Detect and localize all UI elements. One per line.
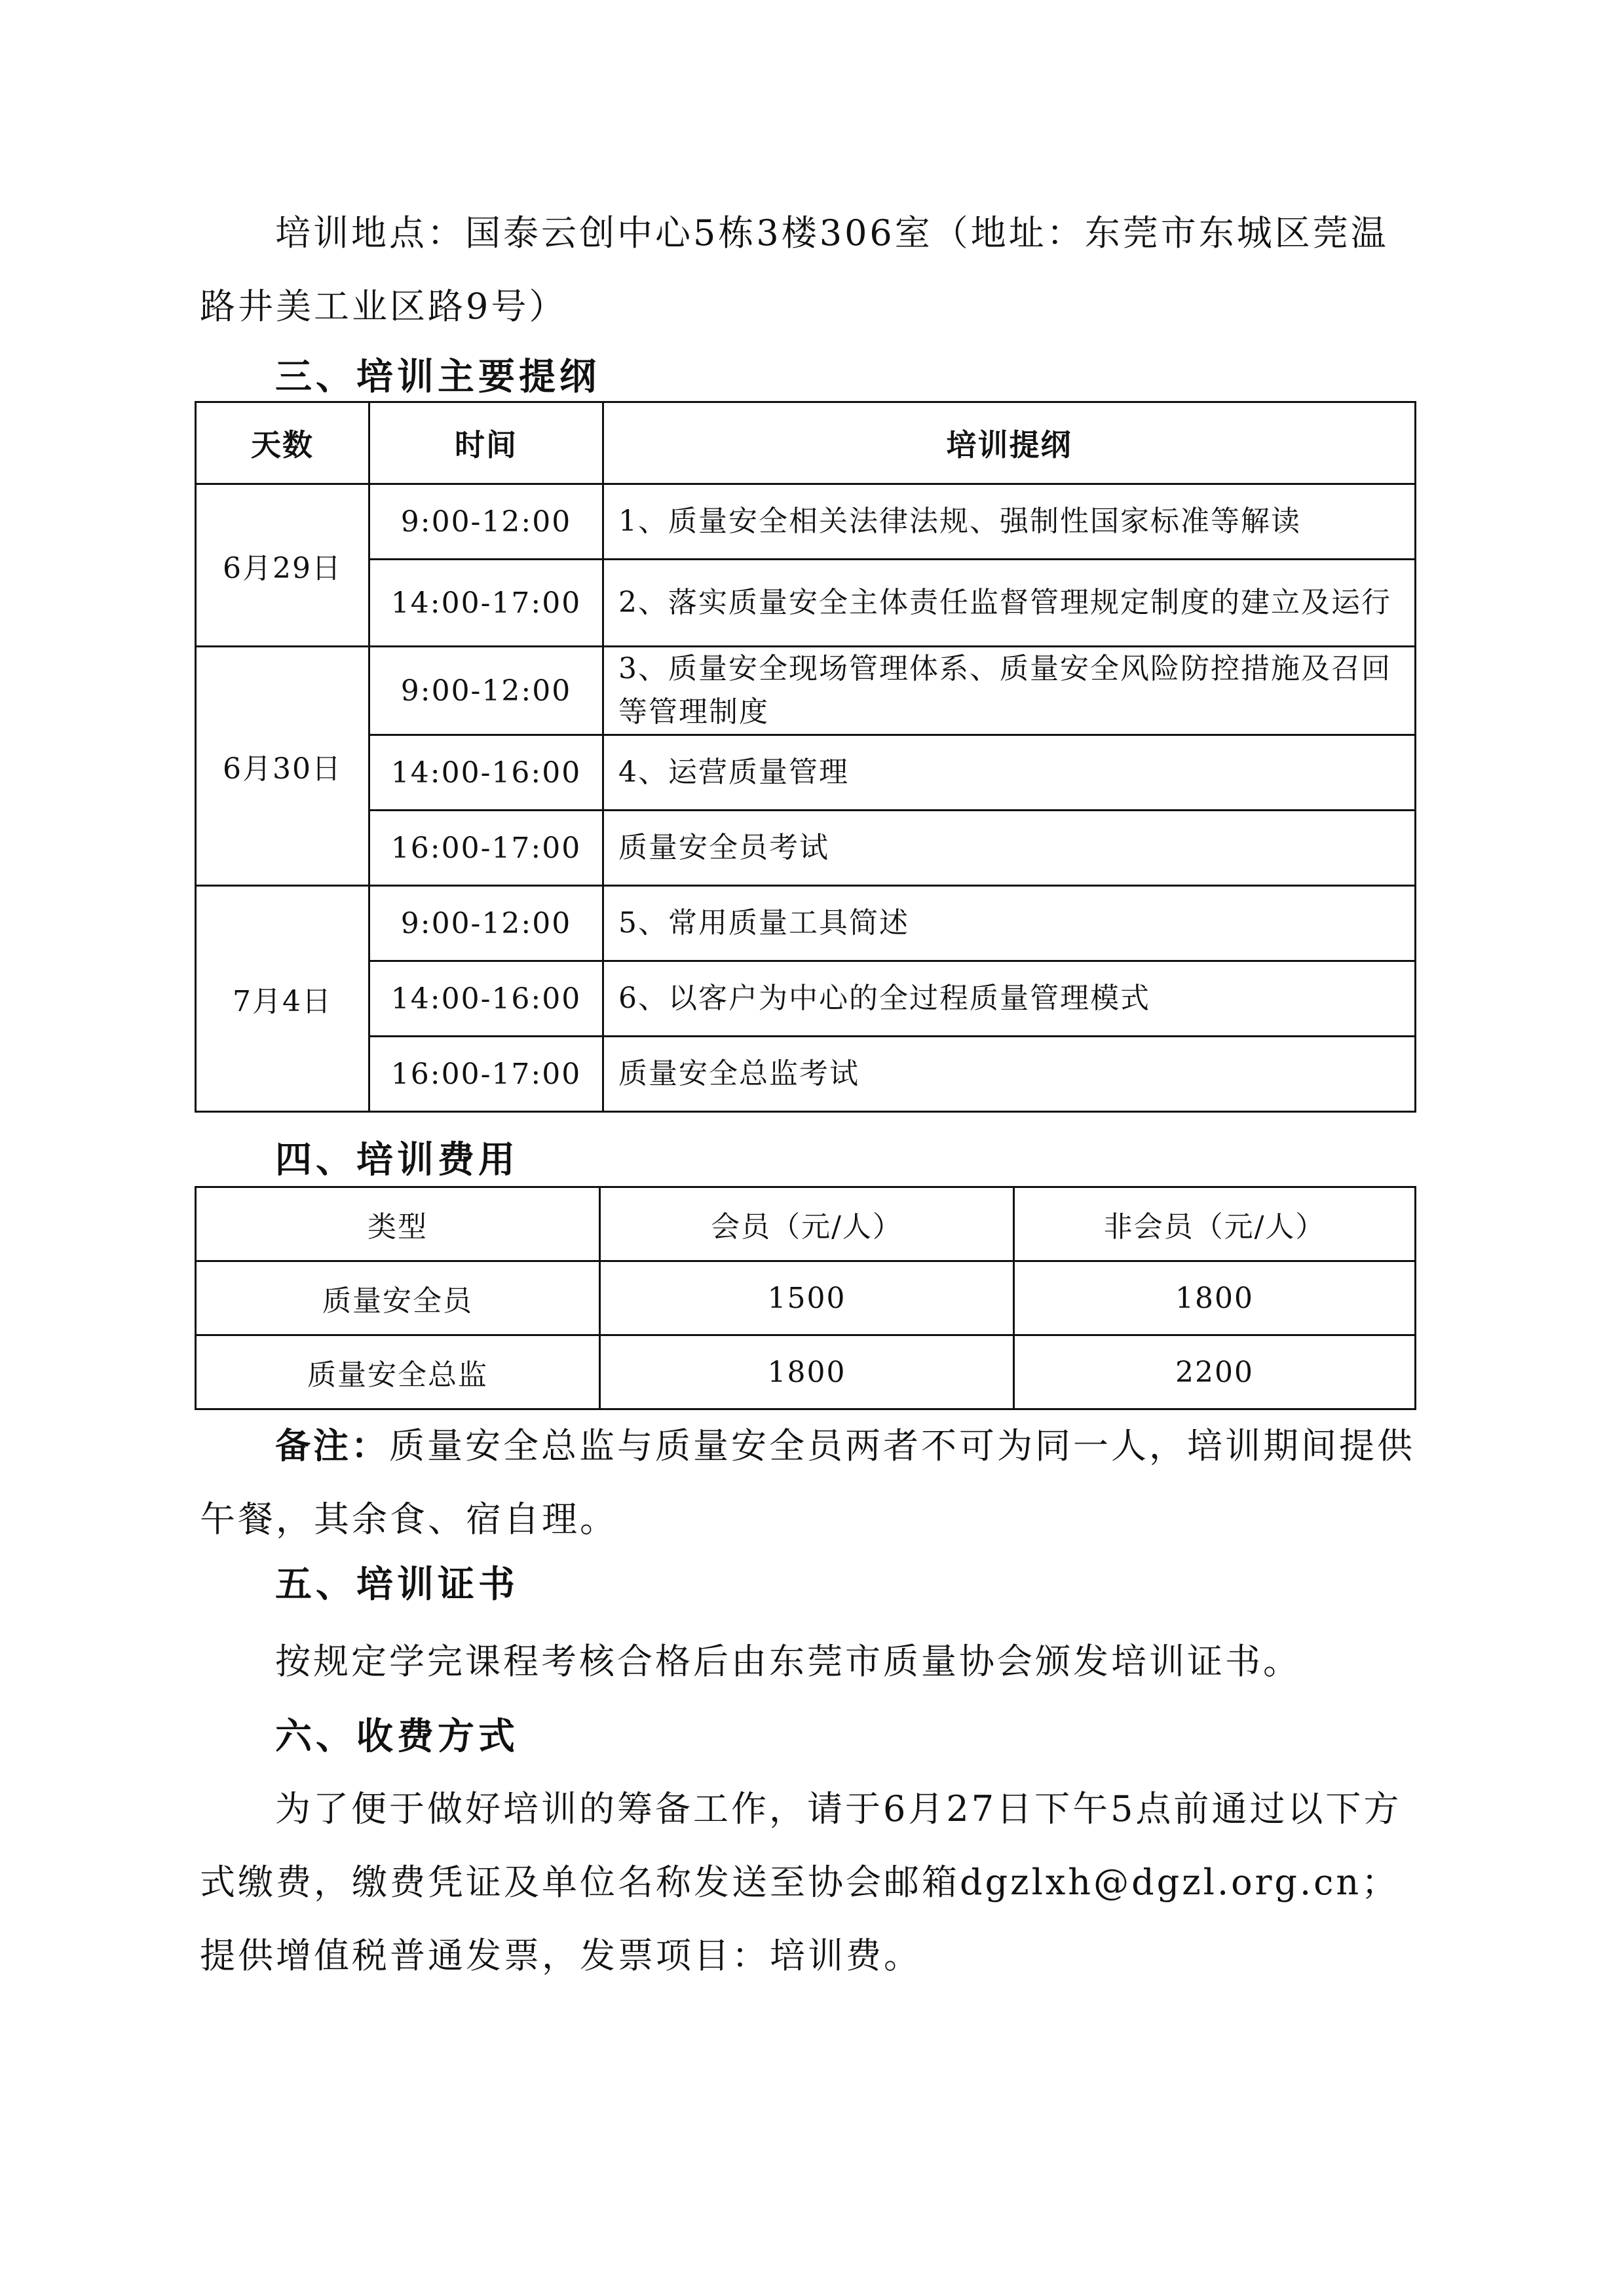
time-cell: 14:00-16:00	[369, 735, 603, 811]
nonmember-fee-cell: 1800	[1014, 1261, 1416, 1335]
topic-cell: 质量安全员考试	[603, 811, 1416, 886]
certificate-paragraph: 按规定学完课程考核合格后由东莞市质量协会颁发培训证书。	[275, 1641, 1301, 1682]
day-cell: 6月30日	[196, 647, 369, 886]
table-row	[196, 961, 1416, 1037]
time-cell: 16:00-17:00	[369, 811, 603, 886]
header-day: 天数	[196, 402, 369, 484]
table-row	[196, 1261, 1416, 1335]
nonmember-fee-cell: 2200	[1014, 1335, 1416, 1409]
section-3-heading: 三、培训主要提纲	[275, 355, 600, 398]
section-6-heading: 六、收费方式	[275, 1715, 519, 1758]
table-row	[196, 1037, 1416, 1112]
header-nonmember: 非会员（元/人）	[1014, 1187, 1416, 1261]
note-paragraph	[200, 1409, 1418, 1556]
topic-cell: 3、质量安全现场管理体系、质量安全风险防控措施及召回等管理制度	[603, 647, 1416, 735]
topic-cell: 4、运营质量管理	[603, 735, 1416, 811]
topic-cell: 5、常用质量工具简述	[603, 886, 1416, 961]
topic-cell: 1、质量安全相关法律法规、强制性国家标准等解读	[603, 484, 1416, 560]
training-outline-table	[195, 401, 1416, 1113]
topic-cell: 2、落实质量安全主体责任监督管理规定制度的建立及运行	[603, 560, 1416, 647]
location-line-1: 培训地点：国泰云创中心5栋3楼306室（地址：东莞市东城区莞温	[275, 212, 1389, 254]
time-cell: 9:00-12:00	[369, 886, 603, 961]
table-row	[196, 560, 1416, 647]
section-4-heading: 四、培训费用	[275, 1138, 519, 1181]
table-row	[196, 735, 1416, 811]
table-row	[196, 1335, 1416, 1409]
header-type: 类型	[196, 1187, 600, 1261]
table-row	[196, 484, 1416, 560]
time-cell: 9:00-12:00	[369, 647, 603, 735]
payment-paragraph: 为了便于做好培训的筹备工作，请于6月27日下午5点前通过以下方式缴费，缴费凭证及单位名称发送至协会邮箱dgzlxh@dgzl.org.cn；提供增值税普通发票，发票项目：培训费。	[200, 1788, 1402, 1976]
note-label: 备注：	[275, 1425, 389, 1466]
table-row	[196, 811, 1416, 886]
time-cell: 16:00-17:00	[369, 1037, 603, 1112]
member-fee-cell: 1800	[600, 1335, 1014, 1409]
location-line-2: 路井美工业区路9号）	[200, 286, 567, 327]
outline-header-row	[196, 402, 1416, 484]
table-row	[196, 647, 1416, 735]
section-5-heading: 五、培训证书	[275, 1563, 519, 1606]
type-cell: 质量安全员	[196, 1261, 600, 1335]
type-cell: 质量安全总监	[196, 1335, 600, 1409]
day-cell: 6月29日	[196, 484, 369, 647]
topic-cell: 6、以客户为中心的全过程质量管理模式	[603, 961, 1416, 1037]
member-fee-cell: 1500	[600, 1261, 1014, 1335]
time-cell: 14:00-17:00	[369, 560, 603, 647]
header-outline: 培训提纲	[603, 402, 1416, 484]
time-cell: 14:00-16:00	[369, 961, 603, 1037]
training-fee-table	[195, 1186, 1416, 1410]
header-time: 时间	[369, 402, 603, 484]
training-location-paragraph	[200, 197, 1418, 343]
header-member: 会员（元/人）	[600, 1187, 1014, 1261]
table-row	[196, 886, 1416, 961]
topic-cell: 质量安全总监考试	[603, 1037, 1416, 1112]
day-cell: 7月4日	[196, 886, 369, 1112]
time-cell: 9:00-12:00	[369, 484, 603, 560]
note-text: 质量安全总监与质量安全员两者不可为同一人，培训期间提供午餐，其余食、宿自理。	[200, 1425, 1415, 1540]
fee-header-row	[196, 1187, 1416, 1261]
